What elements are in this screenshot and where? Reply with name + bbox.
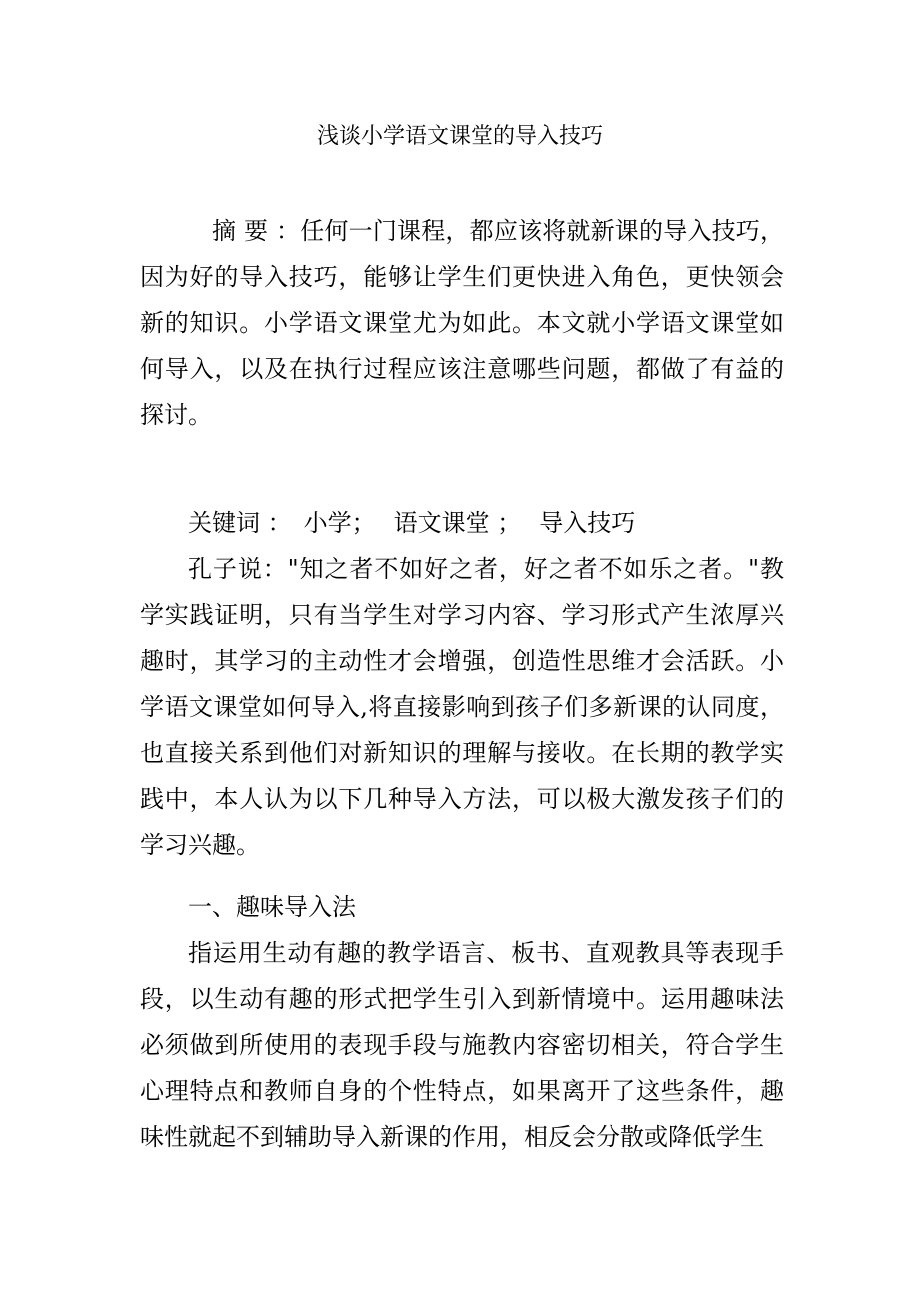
section-body-paragraph: 指运用生动有趣的教学语言、板书、直观教具等表现手段，以生动有趣的形式把学生引入到新情境中。运用趣味法必须做到所使用的表现手段与施教内容密切相关，符合学生心理特点和教师自身的个性特点，如果离开了这些条件，趣味性就起不到辅助导入新课的作用，相反会分散或降低学生 <box>140 939 784 1151</box>
keyword-item: 小学； <box>303 509 376 537</box>
intro-paragraph: 孔子说："知之者不如好之者，好之者不如乐之者。"教学实践证明，只有当学生对学习内容、学习形式产生浓厚兴趣时，其学习的主动性才会增强，创造性思维才会活跃。小学语文课堂如何导入,将直接影响到孩子们多新课的认同度，也直接关系到他们对新知识的理解与接收。在长期的教学实践中，本人认为以下几种导入方法，可以极大激发孩子们的学习兴趣。 <box>140 555 784 859</box>
abstract-paragraph: 摘 要 ：任何一门课程，都应该将就新课的导入技巧，因为好的导入技巧，能够让学生们更快进入角色，更快领会新的知识。小学语文课堂尤为如此。本文就小学语文课堂如何导入，以及在执行过程应该注意哪些问题，都做了有益的探讨。 <box>140 217 784 429</box>
keyword-item: 导入技巧 <box>539 509 636 537</box>
keywords-line <box>140 500 784 546</box>
keywords-label: 关键词 ： <box>188 509 292 537</box>
document-title: 浅谈小学语文课堂的导入技巧 <box>316 124 603 149</box>
keyword-item: 语文课堂 ； <box>393 509 522 537</box>
section-heading: 一、趣味导入法 <box>188 893 356 921</box>
